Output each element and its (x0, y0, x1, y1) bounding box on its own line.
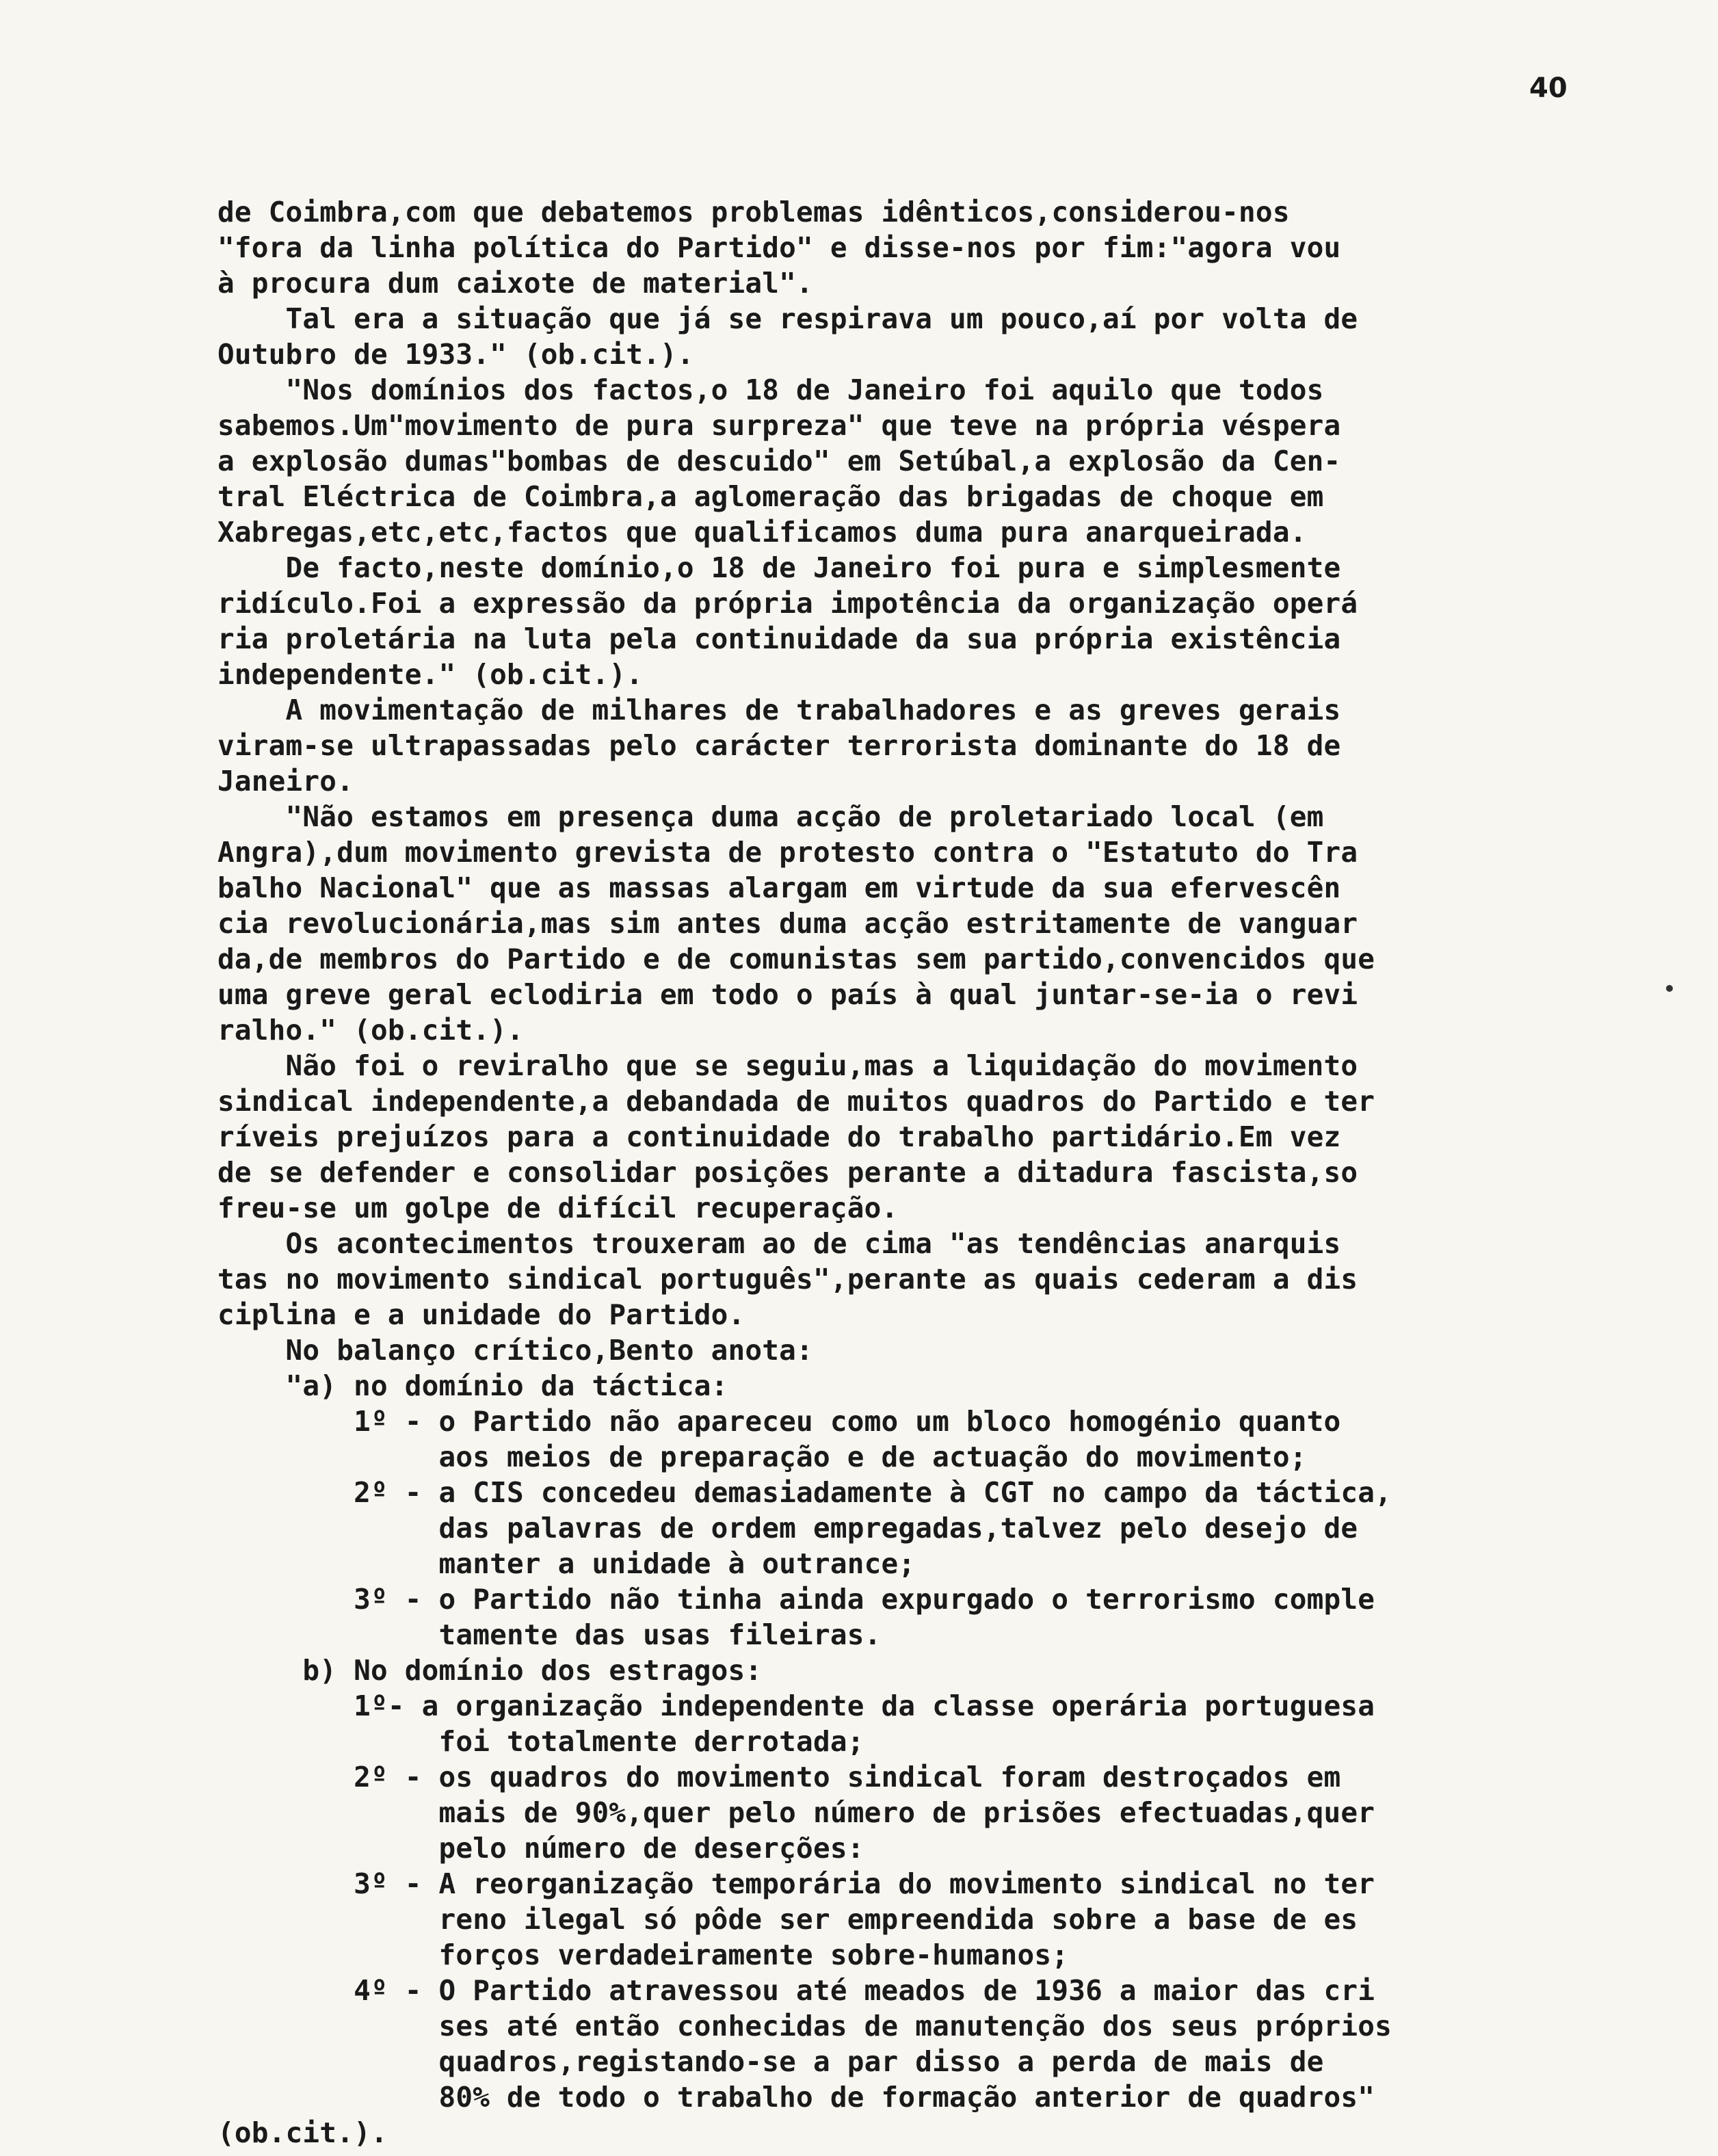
page-number: 40 (1529, 73, 1568, 104)
text-line: da,de membros do Partido e de comunistas sem partido,convencidos que (217, 943, 1375, 975)
text-line: Xabregas,etc,etc,factos que qualificamos duma pura anarqueirada. (217, 516, 1307, 549)
text-line: ridículo.Foi a expressão da própria impotência da organização operá (217, 587, 1358, 620)
text-line: 3º - o Partido não tinha ainda expurgado o terrorismo comple (217, 1583, 1375, 1616)
text-line: das palavras de ordem empregadas,talvez pelo desejo de (217, 1512, 1358, 1544)
text-line: tral Eléctrica de Coimbra,a aglomeração das brigadas de choque em (217, 480, 1324, 513)
text-line: (ob.cit.). (217, 2116, 388, 2149)
text-line: 3º - A reorganização temporária do movimento sindical no ter (217, 1867, 1375, 1900)
text-line: No balanço crítico,Bento anota: (217, 1334, 813, 1367)
text-line: De facto,neste domínio,o 18 de Janeiro foi pura e simplesmente (217, 551, 1341, 584)
text-line: Os acontecimentos trouxeram ao de cima "as tendências anarquis (217, 1227, 1341, 1260)
typewritten-text (217, 194, 1626, 2151)
text-line: mais de 90%,quer pelo número de prisões efectuadas,quer (217, 1796, 1375, 1829)
text-line: uma greve geral eclodiria em todo o país à qual juntar-se-ia o revi (217, 978, 1358, 1011)
text-line: Angra),dum movimento grevista de protesto contra o "Estatuto do Tra (217, 836, 1358, 869)
text-line: à procura dum caixote de material". (217, 267, 813, 300)
text-line: cia revolucionária,mas sim antes duma acção estritamente de vanguar (217, 907, 1358, 940)
text-line: de Coimbra,com que debatemos problemas idênticos,considerou-nos (217, 196, 1290, 228)
text-line: pelo número de deserções: (217, 1832, 864, 1865)
text-line: 4º - O Partido atravessou até meados de 1936 a maior das cri (217, 1974, 1375, 2007)
text-line: ciplina e a unidade do Partido. (217, 1298, 745, 1331)
text-line: "Nos domínios dos factos,o 18 de Janeiro foi aquilo que todos (217, 373, 1324, 406)
text-line: Janeiro. (217, 765, 354, 798)
text-line: A movimentação de milhares de trabalhadores e as greves gerais (217, 694, 1341, 726)
text-line: viram-se ultrapassadas pelo carácter terrorista dominante do 18 de (217, 729, 1341, 762)
text-line: 80% de todo o trabalho de formação anterior de quadros" (217, 2081, 1375, 2114)
text-line: b) No domínio dos estragos: (217, 1654, 763, 1687)
text-line: balho Nacional" que as massas alargam em virtude da sua efervescên (217, 871, 1341, 904)
text-line: ria proletária na luta pela continuidade da sua própria existência (217, 622, 1341, 655)
text-line: "fora da linha política do Partido" e disse-nos por fim:"agora vou (217, 231, 1341, 264)
text-line: reno ilegal só pôde ser empreendida sobre a base de es (217, 1903, 1358, 1936)
text-line: ríveis prejuízos para a continuidade do trabalho partidário.Em vez (217, 1120, 1341, 1153)
text-line: tamente das usas fileiras. (217, 1618, 882, 1651)
text-line: 2º - a CIS concedeu demasiadamente à CGT no campo da táctica, (217, 1476, 1392, 1509)
text-line: Outubro de 1933." (ob.cit.). (217, 338, 694, 371)
text-line: Não foi o reviralho que se seguiu,mas a liquidação do movimento (217, 1049, 1358, 1082)
text-line: de se defender e consolidar posições perante a ditadura fascista,so (217, 1156, 1358, 1189)
text-line: 2º - os quadros do movimento sindical foram destroçados em (217, 1761, 1341, 1793)
text-line: forços verdadeiramente sobre-humanos; (217, 1938, 1069, 1971)
text-line: ses até então conhecidas de manutenção dos seus próprios (217, 2010, 1392, 2042)
text-line: quadros,registando-se a par disso a perda de mais de (217, 2045, 1324, 2078)
text-line: ralho." (ob.cit.). (217, 1014, 524, 1047)
text-line: sindical independente,a debandada de muitos quadros do Partido e ter (217, 1085, 1375, 1118)
text-line: a explosão dumas"bombas de descuido" em Setúbal,a explosão da Cen- (217, 445, 1341, 477)
text-line: aos meios de preparação e de actuação do movimento; (217, 1441, 1307, 1473)
text-line: tas no movimento sindical português",perante as quais cederam a dis (217, 1263, 1358, 1296)
text-line: freu-se um golpe de difícil recuperação. (217, 1192, 899, 1224)
text-line: independente." (ob.cit.). (217, 658, 644, 691)
text-line: sabemos.Um"movimento de pura surpreza" que teve na própria véspera (217, 409, 1341, 442)
text-line: "Não estamos em presença duma acção de proletariado local (em (217, 800, 1324, 833)
text-line: "a) no domínio da táctica: (217, 1369, 728, 1402)
text-line: Tal era a situação que já se respirava um pouco,aí por volta de (217, 302, 1358, 335)
ink-spot (1666, 985, 1673, 992)
text-line: manter a unidade à outrance; (217, 1547, 916, 1580)
text-line: foi totalmente derrotada; (217, 1725, 864, 1758)
text-line: 1º - o Partido não apareceu como um bloco homogénio quanto (217, 1405, 1341, 1438)
text-line: 1º- a organização independente da classe operária portuguesa (217, 1690, 1375, 1722)
